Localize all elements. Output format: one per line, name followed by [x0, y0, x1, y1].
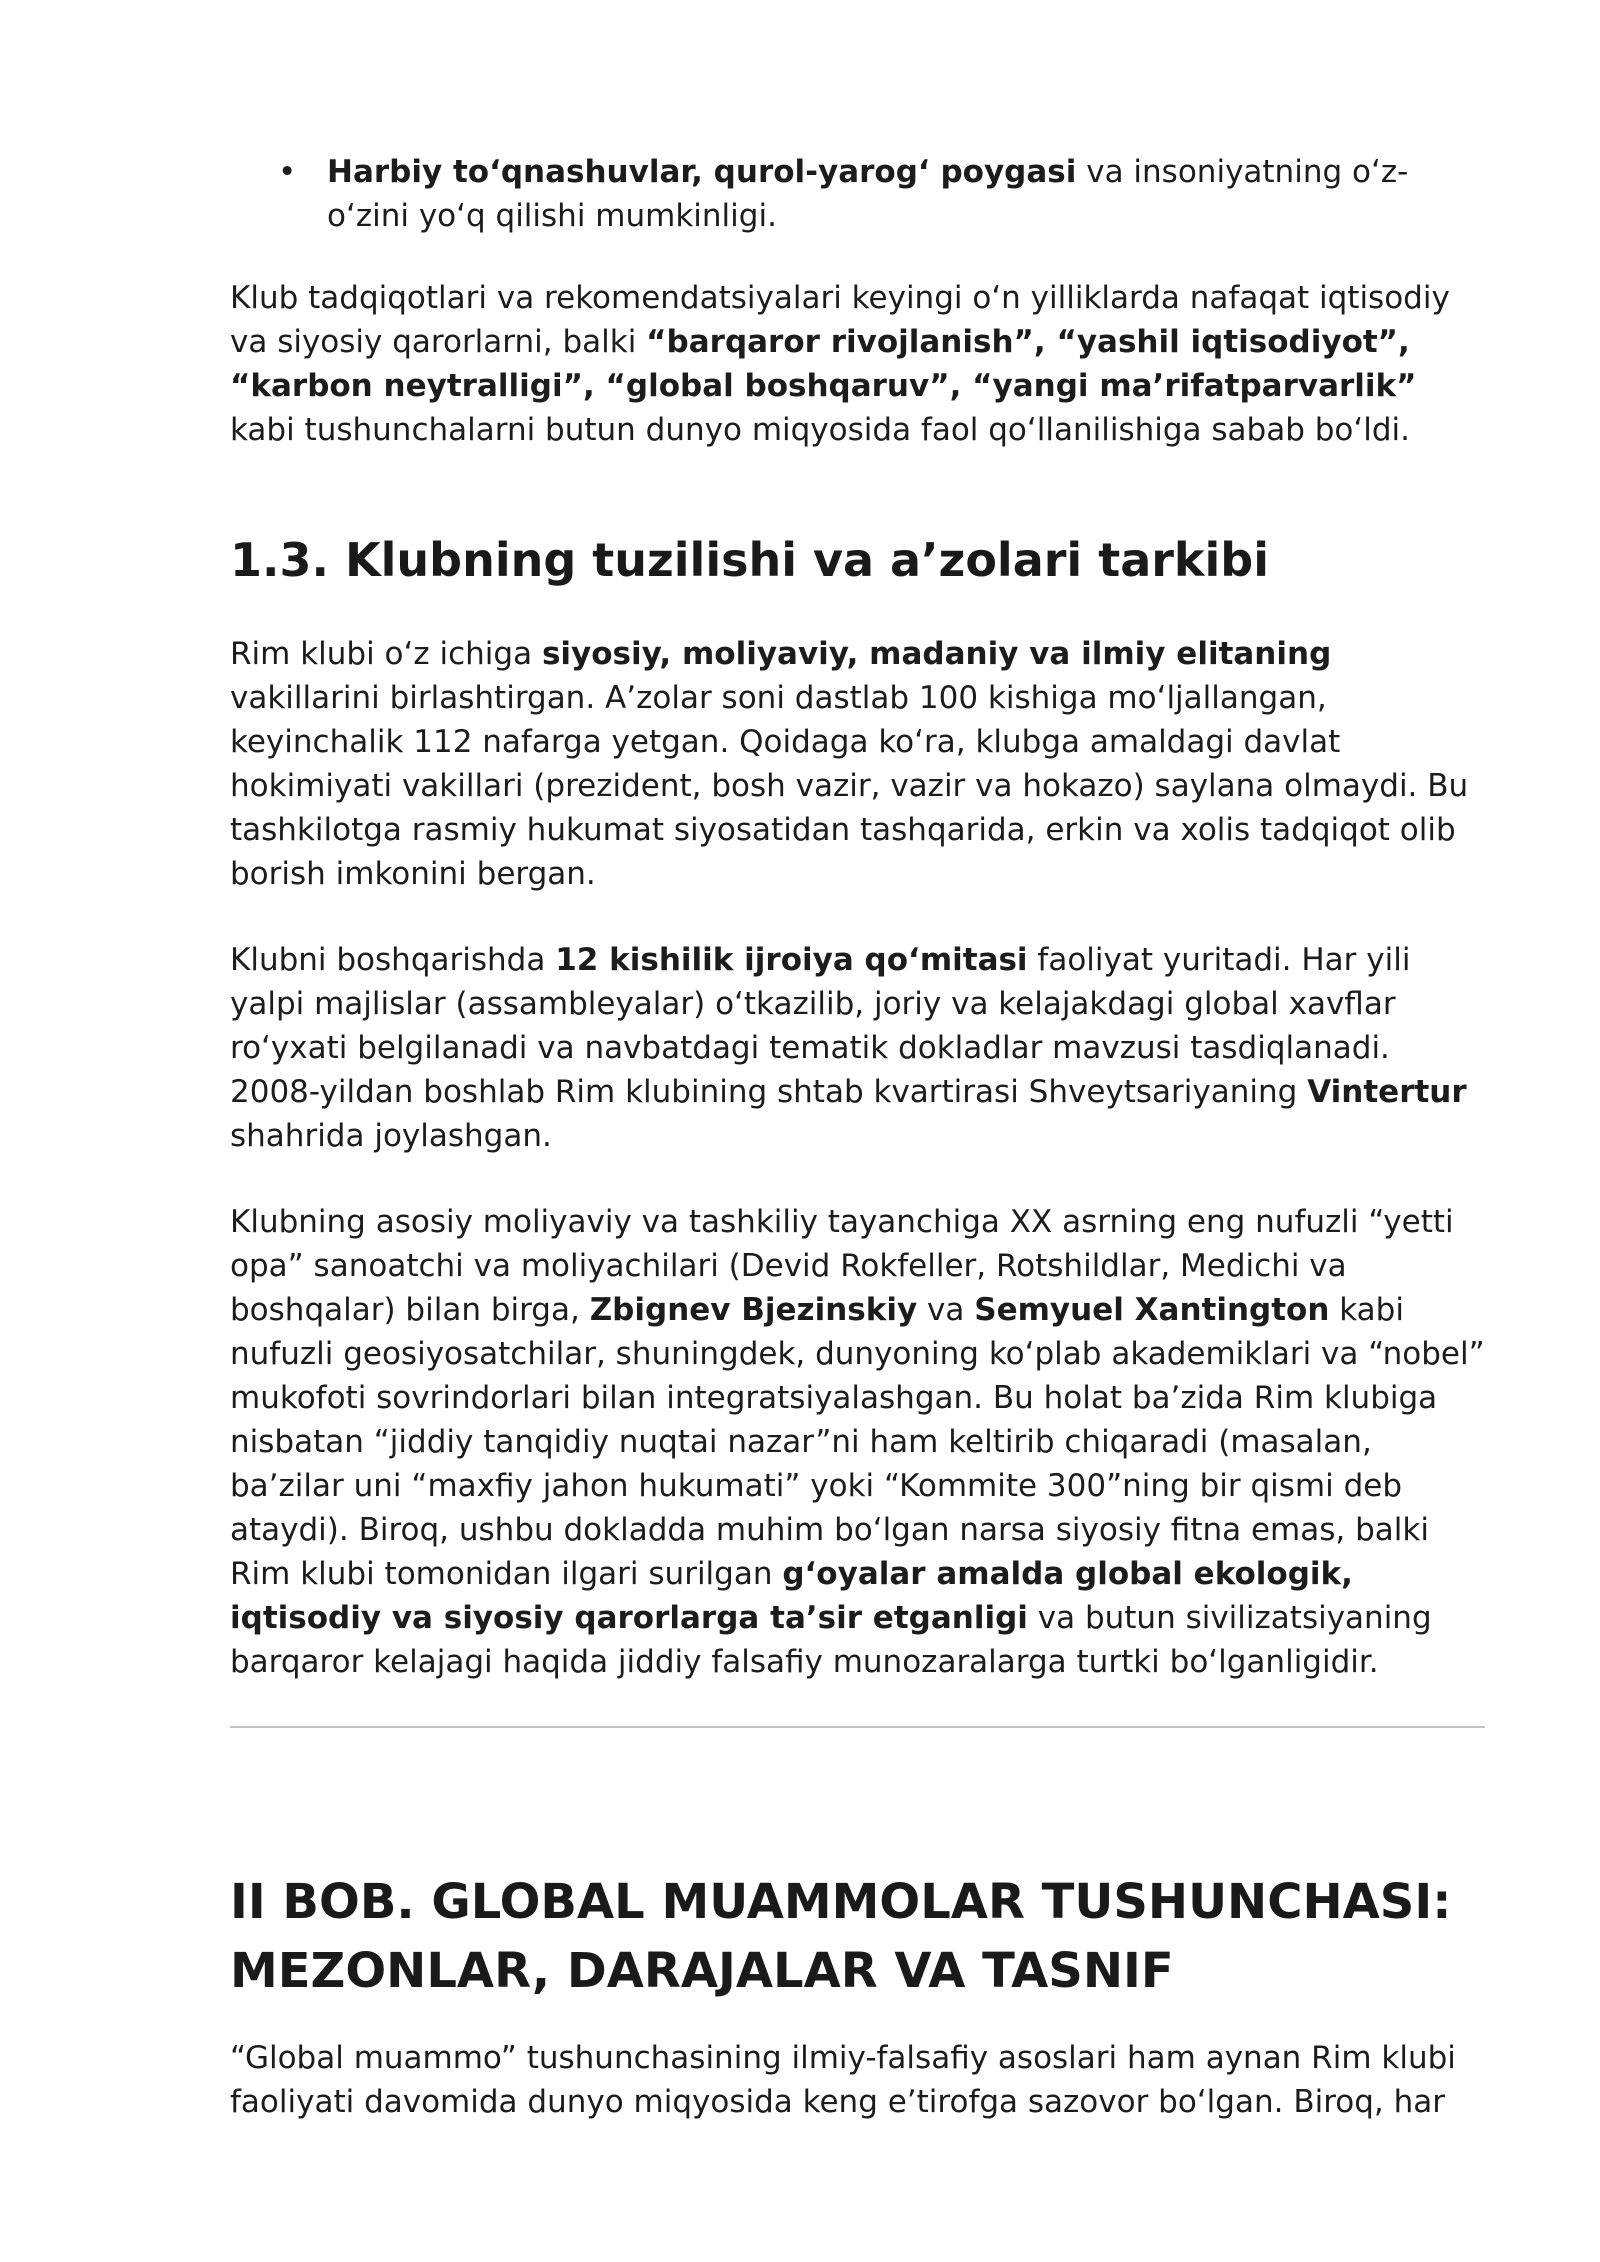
paragraph-text: va butun sivilizatsiyaning barqaror kelajagi haqida jiddiy falsafiy munozaralarga turtki bo‘lganligidir.: [230, 1600, 1432, 1680]
chapter-heading: [230, 1868, 1485, 2006]
paragraph-text: Klubni boshqarishda: [230, 942, 556, 978]
paragraph-club-support: [230, 1200, 1485, 1684]
bullet-bold-text: Harbiy to‘qnashuvlar, qurol-yarog‘ poygasi: [327, 154, 1077, 190]
chapter-heading-line: II BOB. GLOBAL MUAMMOLAR TUSHUNCHASI:: [230, 1874, 1452, 1930]
paragraph-text: va: [917, 1292, 975, 1328]
chapter-heading-line: MEZONLAR, DARAJALAR VA TASNIF: [230, 1943, 1174, 1999]
paragraph-bold-text: Vintertur: [1307, 1074, 1467, 1110]
paragraph-text: Klub tadqiqotlari va rekomendatsiyalari keyingi o‘n yilliklarda nafaqat iqtisodiy va siyosiy qarorlarni, balki: [230, 280, 1450, 360]
paragraph-text: shahrida joylashgan.: [230, 1118, 552, 1154]
bullet-text: va insoniyatning o‘z-o‘zini yo‘q qilishi mumkinligi.: [327, 154, 1409, 234]
paragraph-text: vakillarini birlashtirgan. A’zolar soni dastlab 100 kishiga mo‘ljallangan, keyinchalik 112 nafarga yetgan. Qoidaga ko‘ra, klubga amaldagi davlat hokimiyati vakillari (prezident, bosh vazir, vazir va hokazo) saylana olmaydi. Bu tashkilotga rasmiy hukumat siyosatidan tashqarida, erkin va xolis tadqiqot olib borish imkonini bergan.: [230, 680, 1469, 892]
paragraph-text: faoliyat yuritadi. Har yili yalpi majlislar (assambleyalar) o‘tkazilib, joriy va kelajakdagi global xavflar ro‘yxati belgilanadi va navbatdagi tematik dokladlar mavzusi tasdiqlanadi. 2008-yildan boshlab Rim klubining shtab kvartirasi Shveytsariyaning: [230, 942, 1411, 1110]
bullet-dot-icon: •: [278, 154, 297, 190]
paragraph-bold-text: siyosiy, moliyaviy, madaniy va ilmiy elitaning: [541, 636, 1332, 672]
section-divider: [230, 1726, 1485, 1728]
paragraph-club-management: [230, 938, 1485, 1158]
paragraph-bold-text: Zbignev Bjezinskiy: [589, 1292, 918, 1328]
paragraph-club-research: [230, 276, 1485, 452]
paragraph-text: Rim klubi o‘z ichiga: [230, 636, 542, 672]
paragraph-bold-text: “barqaror rivojlanish”, “yashil iqtisodiyot”, “karbon neytralligi”, “global boshqaruv”, “yangi ma’rifatparvarlik”: [230, 324, 1417, 404]
paragraph-bold-text: g‘oyalar amalda global ekologik, iqtisodiy va siyosiy qarorlarga ta’sir etganligi: [230, 1556, 1353, 1636]
paragraph-text: kabi tushunchalarni butun dunyo miqyosida faol qo‘llanilishiga sabab bo‘ldi.: [230, 412, 1411, 448]
paragraph-text: “Global muammo” tushunchasining ilmiy-falsafiy asoslari ham aynan Rim klubi faoliyati davomida dunyo miqyosida keng e’tirofga sazovor bo‘lgan. Biroq, har: [230, 2040, 1456, 2120]
paragraph-text: kabi nufuzli geosiyosatchilar, shuningdek, dunyoning ko‘plab akademiklari va “nobel” mukofoti sovrindorlari bilan integratsiyalashgan. Bu holat ba’zida Rim klubiga nisbatan “jiddiy tanqidiy nuqtai nazar”ni ham keltirib chiqaradi (masalan, ba’zilar uni “maxfiy jahon hukumati” yoki “Kommite 300”ning bir qismi deb ataydi). Biroq, ushbu dokladda muhim bo‘lgan narsa siyosiy fitna emas, balki Rim klubi tomonidan ilgari surilgan: [230, 1292, 1485, 1592]
paragraph-club-members: [230, 632, 1485, 896]
paragraph-bold-text: Semyuel Xantington: [974, 1292, 1330, 1328]
bullet-item: [230, 150, 1485, 238]
paragraph-text: Klubning asosiy moliyaviy va tashkiliy tayanchiga XX asrning eng nufuzli “yetti opa” sanoatchi va moliyachilari (Devid Rokfeller, Rotshildlar, Medichi va boshqalar) bilan birga,: [230, 1204, 1454, 1328]
section-heading: 1.3. Klubning tuzilishi va a’zolari tarkibi: [230, 533, 1269, 587]
paragraph-global-problem: [230, 2036, 1485, 2124]
bullet-list: [230, 150, 1485, 238]
paragraph-bold-text: 12 kishilik ijroiya qo‘mitasi: [555, 942, 1028, 978]
